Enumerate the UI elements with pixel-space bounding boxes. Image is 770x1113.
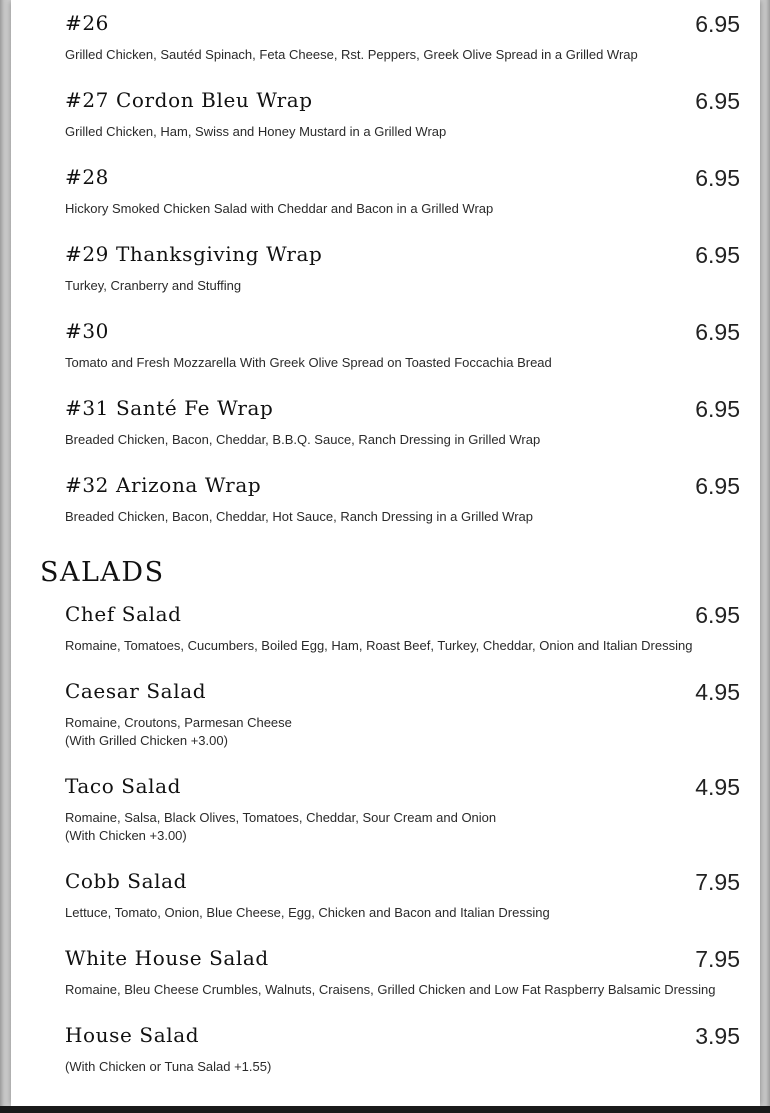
item-description: Romaine, Bleu Cheese Crumbles, Walnuts, Craisens, Grilled Chicken and Low Fat Raspberry Balsamic Dressing: [65, 982, 716, 997]
item-price: 6.95: [695, 473, 740, 499]
item-description: Romaine, Croutons, Parmesan Cheese: [65, 715, 292, 730]
item-description: Lettuce, Tomato, Onion, Blue Cheese, Egg, Chicken and Bacon and Italian Dressing: [65, 905, 550, 920]
item-description: (With Chicken or Tuna Salad +1.55): [65, 1059, 272, 1074]
item-price: 4.95: [695, 774, 740, 800]
item-price: 6.95: [695, 242, 740, 268]
item-description: Hickory Smoked Chicken Salad with Cheddar and Bacon in a Grilled Wrap: [65, 201, 494, 216]
section-heading: SALADS: [40, 557, 165, 588]
item-title: #32 Arizona Wrap: [65, 473, 262, 497]
item-description: Breaded Chicken, Bacon, Cheddar, Hot Sauce, Ranch Dressing in a Grilled Wrap: [65, 509, 534, 524]
item-description: Tomato and Fresh Mozzarella With Greek Olive Spread on Toasted Foccachia Bread: [65, 355, 552, 370]
item-title: House Salad: [65, 1023, 200, 1047]
item-note: (With Grilled Chicken +3.00): [65, 733, 228, 748]
item-price: 7.95: [695, 946, 740, 972]
item-price: 4.95: [695, 679, 740, 705]
item-title: Cobb Salad: [65, 869, 188, 893]
item-title: Caesar Salad: [65, 679, 207, 703]
menu-page: [11, 0, 760, 1106]
item-title: #28: [65, 165, 110, 189]
item-title: #29 Thanksgiving Wrap: [65, 242, 323, 266]
item-title: #31 Santé Fe Wrap: [65, 396, 274, 420]
item-title: #30: [65, 319, 110, 343]
item-description: Grilled Chicken, Ham, Swiss and Honey Mustard in a Grilled Wrap: [65, 124, 447, 139]
item-price: 7.95: [695, 869, 740, 895]
item-price: 6.95: [695, 602, 740, 628]
item-price: 6.95: [695, 165, 740, 191]
item-description: Breaded Chicken, Bacon, Cheddar, B.B.Q. Sauce, Ranch Dressing in Grilled Wrap: [65, 432, 541, 447]
item-title: White House Salad: [65, 946, 269, 970]
item-price: 3.95: [695, 1023, 740, 1049]
item-title: #27 Cordon Bleu Wrap: [65, 88, 313, 112]
item-title: #26: [65, 11, 110, 35]
item-description: Romaine, Tomatoes, Cucumbers, Boiled Egg, Ham, Roast Beef, Turkey, Cheddar, Onion and Italian Dressing: [65, 638, 693, 653]
page-bottom-edge: [0, 1106, 770, 1113]
item-description: Grilled Chicken, Sautéd Spinach, Feta Cheese, Rst. Peppers, Greek Olive Spread in a Grilled Wrap: [65, 47, 638, 62]
item-title: Chef Salad: [65, 602, 182, 626]
item-price: 6.95: [695, 396, 740, 422]
item-description: Romaine, Salsa, Black Olives, Tomatoes, Cheddar, Sour Cream and Onion: [65, 810, 497, 825]
item-title: Taco Salad: [65, 774, 182, 798]
item-price: 6.95: [695, 88, 740, 114]
item-description: Turkey, Cranberry and Stuffing: [65, 278, 242, 293]
item-price: 6.95: [695, 319, 740, 345]
item-note: (With Chicken +3.00): [65, 828, 187, 843]
item-price: 6.95: [695, 11, 740, 37]
